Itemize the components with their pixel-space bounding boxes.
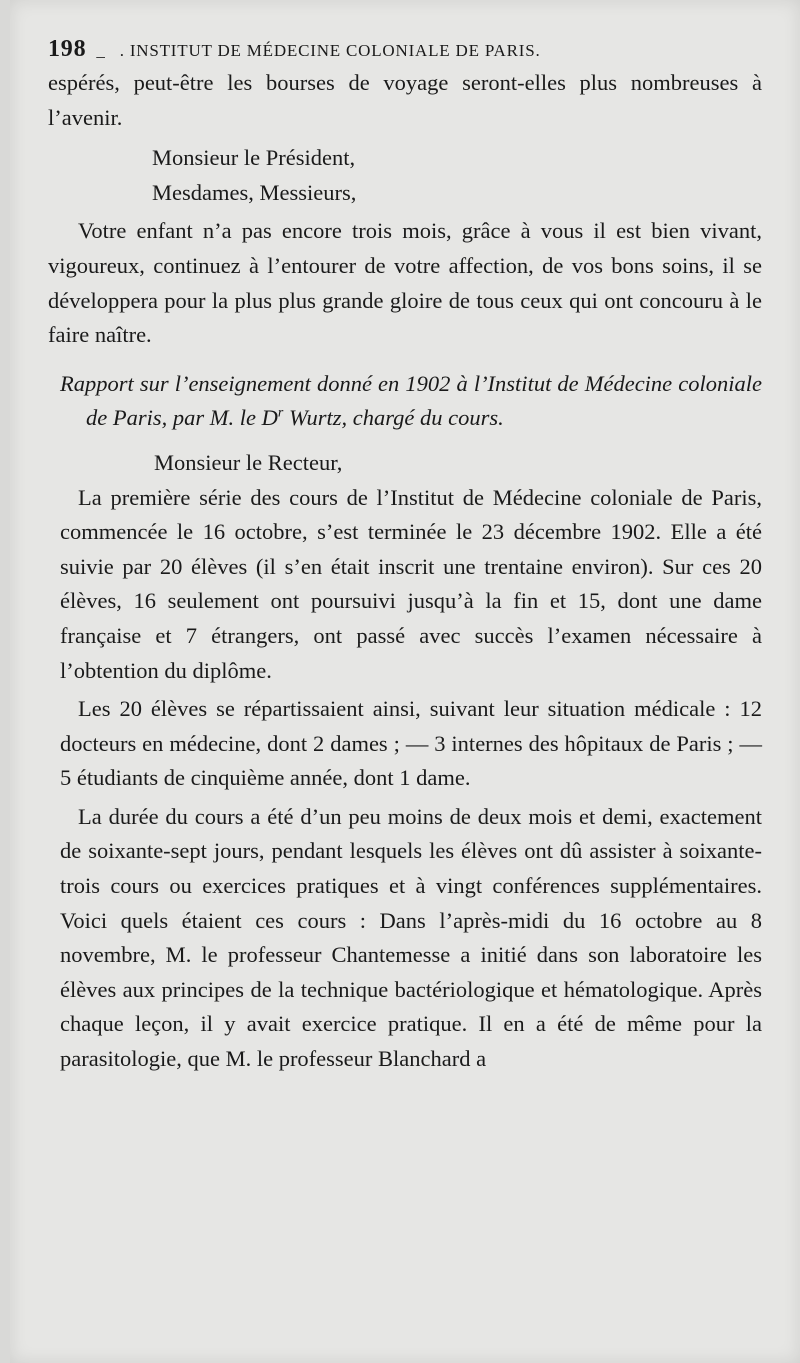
report-title — [48, 367, 762, 436]
header-separator: _ — [96, 41, 106, 60]
paragraph-eleves: Les 20 élèves se répartissaient ainsi, suivant leur situation médicale : 12 docteurs en médecine, dont 2 dames ; — 3 internes des hôpitaux de Paris ; — 5 étudiants de cinquième année, dont 1 dame. — [60, 696, 762, 791]
page-body — [48, 66, 762, 1077]
paragraph-duree: La durée du cours a été d’un peu moins de deux mois et demi, exactement de soixante-sept jours, pendant lesquels les élèves ont dû assister à soixante-trois cours ou exercices pratiques et à vingt conférences supplémentaires. Voici quels étaient ces cours : Dans l’après-midi du 16 octobre au 8 novembre, M. le professeur Chantemesse a initié dans son laboratoire les élèves aux principes de la technique bactériologique et hématologique. Après chaque leçon, il y avait exercice pratique. Il en a été de même pour la parasitologie, que M. le professeur Blanchard a — [60, 803, 762, 1072]
salutation-recteur: Monsieur le Recteur, — [154, 449, 343, 475]
paragraph-continuation: espérés, peut-être les bourses de voyage seront-elles plus nombreuses à l’avenir. — [48, 70, 762, 130]
paragraph-premiere-serie: La première série des cours de l’Institut de Médecine coloniale de Paris, commencée le 16 octobre, s’est terminée le 23 décembre 1902. Elle a été suivie par 20 élèves (il s’en était inscrit une trentaine environ). Sur ces 20 élèves, 16 seulement ont poursuivi jusqu’à la fin et 15, dont une dame française et 7 étrangers, ont passé avec succès l’examen nécessaire à l’obtention du diplôme. — [60, 484, 762, 683]
running-header — [48, 36, 768, 63]
paragraph-enfant: Votre enfant n’a pas encore trois mois, grâce à vous il est bien vivant, vigoureux, continuez à l’entourer de votre affection, de vos bons soins, il se développera pour la plus plus grande gloire de tous ceux qui ont concouru à le faire naître. — [48, 218, 762, 348]
salutation-president: Monsieur le Président, — [152, 145, 356, 171]
report-title-part-a: Rapport sur l’enseignement donné en 1902 à l’Institut de Médecine coloniale de Paris, par M. le D — [60, 370, 762, 431]
report-title-part-b: Wurtz, chargé du cours. — [283, 405, 504, 431]
salutation-mesdames-messieurs: Mesdames, Messieurs, — [152, 179, 357, 205]
page-number: 198 — [48, 36, 87, 62]
running-title: . INSTITUT DE MÉDECINE COLONIALE DE PARIS. — [119, 41, 541, 60]
book-page — [10, 0, 800, 1363]
report-title-superscript: r — [277, 405, 284, 421]
